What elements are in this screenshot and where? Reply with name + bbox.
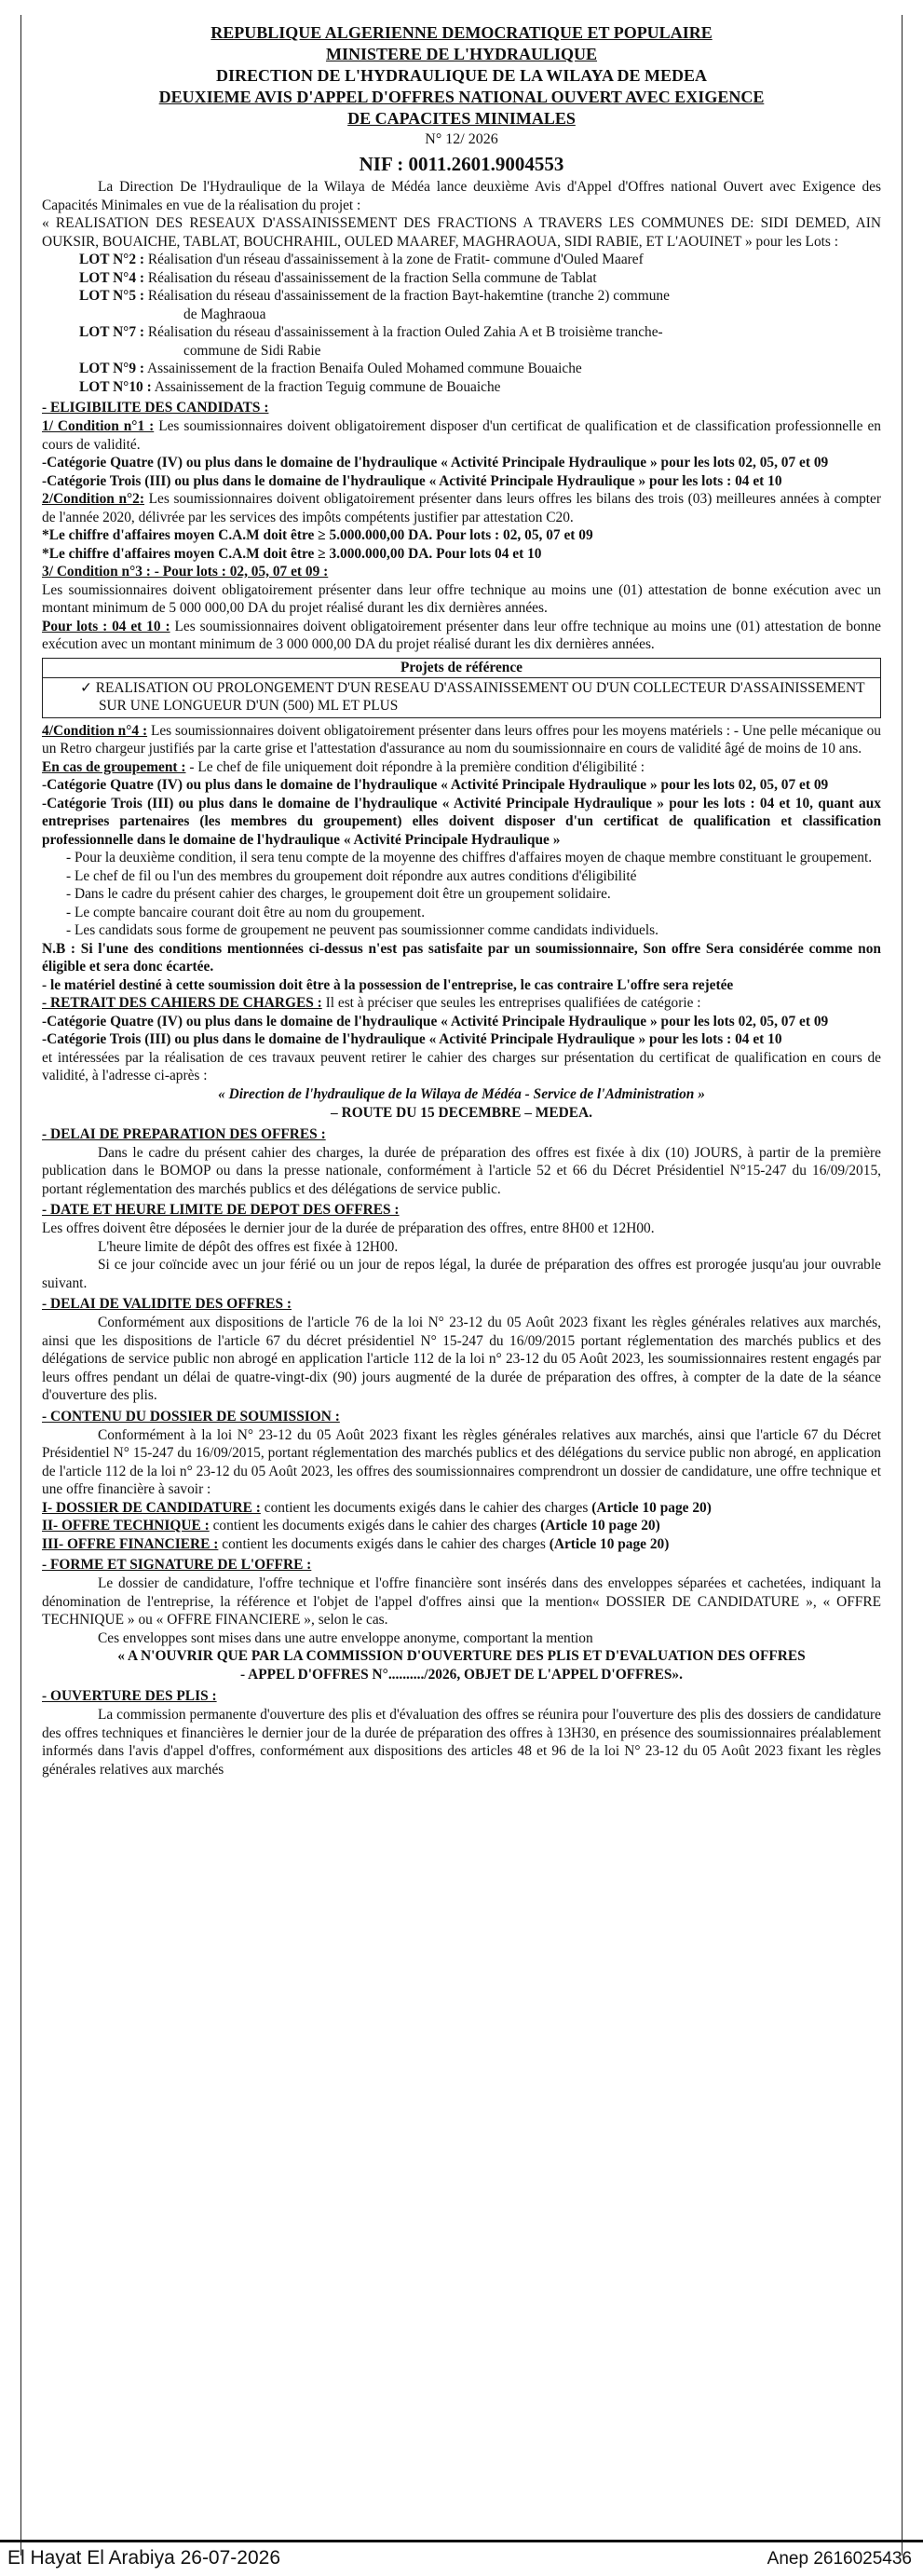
material-note: - le matériel destiné à cette soumission doit être à la possession de l'entreprise, le cas contraire L'offre sera rejetée [42, 976, 734, 993]
contenu-item-label: I- DOSSIER DE CANDIDATURE : [42, 1499, 261, 1516]
contenu-item-text: contient les documents exigés dans le cahier des charges [222, 1535, 546, 1552]
condition-3-text-2: Les soumissionnaires doivent obligatoirement présenter dans leur offre technique au moins une (01) attestation de bonne exécution avec un montant minimum de 3 000 000,00 DA du projet réalisé durant les dix dernières années. [42, 618, 881, 652]
contenu-item-text: contient les documents exigés dans le cahier des charges [264, 1499, 589, 1516]
delai-prep-title: - DELAI DE PREPARATION DES OFFRES : [42, 1125, 326, 1142]
lot-label: LOT N°7 : [79, 324, 145, 340]
eligibility-title: - ELIGIBILITE DES CANDIDATS : [42, 400, 269, 416]
contenu-item-ref: (Article 10 page 20) [549, 1535, 670, 1552]
forme-text: Le dossier de candidature, l'offre technique et l'offre financière sont insérés dans des enveloppes séparées et cachetées, indiquant la dénomination de l'entreprise, la référence et l'objet de l'appel d'offres ainsi que la mention« DOSSIER DE CANDIDATURE », « OFFRE TECHNIQUE » ou « OFFRE FINANCIERE », selon le cas. [42, 1575, 881, 1628]
depot-title: - DATE ET HEURE LIMITE DE DEPOT DES OFFRES : [42, 1202, 400, 1218]
lot-label: LOT N°2 : [79, 252, 145, 267]
mention-line-1: « A N'OUVRIR QUE PAR LA COMMISSION D'OUVERTURE DES PLIS ET D'EVALUATION DES OFFRES [117, 1648, 806, 1664]
ouverture-title: - OUVERTURE DES PLIS : [42, 1688, 217, 1704]
header-avis: DEUXIEME AVIS D'APPEL D'OFFRES NATIONAL OUVERT AVEC EXIGENCE [158, 88, 765, 106]
group-bullets [42, 849, 881, 940]
lots-list [42, 251, 881, 396]
lot-text: Réalisation du réseau d'assainissement de la fraction Sella commune de Tablat [147, 269, 597, 286]
forme-title: - FORME ET SIGNATURE DE L'OFFRE : [42, 1557, 312, 1573]
header [42, 22, 881, 129]
contenu-item-ref: (Article 10 page 20) [540, 1518, 660, 1533]
nif-number: NIF : 0011.2601.9004553 [359, 153, 564, 175]
depot-text-3: Si ce jour coïncide avec un jour férié ou un jour de repos légal, la durée de préparation des offres est prorogée jusqu'au jour ouvrable suivant. [42, 1257, 881, 1291]
lot-text: Réalisation d'un réseau d'assainissement à la zone de Fratit- commune d'Ouled Maaref [147, 252, 644, 267]
reference-projects-box [42, 658, 881, 718]
list-item: - Pour la deuxième condition, il sera tenu compte de la moyenne des chiffres d'affaires moyen de chaque membre constituant le groupement. [66, 850, 873, 865]
condition-2 [42, 490, 881, 526]
notice-number: N° 12/ 2026 [425, 131, 498, 147]
list-item: - Les candidats sous forme de groupement ne peuvent pas soumissionner comme candidats individuels. [66, 922, 658, 938]
newspaper-source: El Hayat El Arabiya 26-07-2026 [7, 2547, 281, 2569]
contenu-title: - CONTENU DU DOSSIER DE SOUMISSION : [42, 1408, 340, 1424]
intro-paragraph: La Direction De l'Hydraulique de la Wilaya de Médéa lance deuxième Avis d'Appel d'Offres national Ouvert avec Exigence des Capacités Minimales en vue de la réalisation du projet : [42, 179, 881, 213]
contenu-item-label: III- OFFRE FINANCIERE : [42, 1535, 219, 1552]
forme-text-2: Ces enveloppes sont mises dans une autre enveloppe anonyme, comportant la mention [98, 1629, 593, 1646]
list-item: - Le compte bancaire courant doit être au nom du groupement. [66, 904, 426, 920]
address-line-1: « Direction de l'hydraulique de la Wilaya de Médéa - Service de l'Administration » [218, 1085, 705, 1102]
lot-label: LOT N°5 : [79, 288, 145, 304]
group-cat3: -Catégorie Trois (III) ou plus dans le domaine de l'hydraulique « Activité Principale Hydraulique » pour les lots : 04 et 10, quant aux entreprises partenaires (les membres du groupement) elles doivent disposer d'un certificat de qualification et classification professionnelle dans le domaine de l'hydraulique « Activité Principale Hydraulique » [42, 795, 881, 848]
nb-note: N.B : Si l'une des conditions mentionnées ci-dessus n'est pas satisfaite par un soumissionnaire, Son offre Sera considérée comme non éligible et sera donc écartée. [42, 940, 881, 975]
header-republic: REPUBLIQUE ALGERIENNE DEMOCRATIQUE ET POPULAIRE [210, 23, 713, 42]
lot-label: LOT N°4 : [79, 269, 145, 286]
condition-2-text: Les soumissionnaires doivent obligatoirement présenter dans leurs offres les bilans des trois (03) meilleures années à compter de l'année 2020, délivrée par les services des impôts compétents justifier par attestation C20. [42, 491, 881, 525]
delai-prep-text: Dans le cadre du présent cahier des charges, la durée de préparation des offres est fixée à dix (10) JOURS, à partir de la première publication dans le BOMOP ou dans la presse nationale, conformément à l'article 52 et 66 du Décret Présidentiel N°15-247 du 16/09/2015, portant réglementation des marchés publics et des délégations de service public. [42, 1144, 881, 1197]
lot-text: Réalisation du réseau d'assainissement à la fraction Ouled Zahia A et B troisième tranche- [147, 324, 663, 340]
depot-text-1: Les offres doivent être déposées le dernier jour de la durée de préparation des offres, entre 8H00 et 12H00. [42, 1220, 655, 1236]
group-condition [42, 758, 881, 777]
condition-1-text: Les soumissionnaires doivent obligatoirement disposer d'un certificat de qualification et de classification professionnelle en cours de validité. [42, 418, 881, 453]
retrait-cat4: -Catégorie Quatre (IV) ou plus dans le domaine de l'hydraulique « Activité Principale Hydraulique » pour les lots 02, 05, 07 et 09 [42, 1013, 829, 1029]
condition-3-text-1: Les soumissionnaires doivent obligatoirement présenter dans leur offre technique au moins une (01) attestation de bonne exécution avec un montant minimum de 5 000 000,00 DA du projet réalisé durant les dix dernières années. [42, 581, 881, 616]
lot-item [42, 378, 881, 397]
contenu-text: Conformément à la loi N° 23-12 du 05 Août 2023 fixant les règles générales relatives aux marchés, ainsi que l'article 67 du Décret Présidentiel N° 15-247 du 16/09/2015, portant réglementation des marchés publics et des délégations du service public non abrogé, en application de l'article 112 de la loi n° 23-12 du 05 Août 2023, les offres des soumissionnaires comprendront un dossier de candidature, une offre technique et une offre financière à savoir : [42, 1426, 881, 1497]
contenu-item-label: II- OFFRE TECHNIQUE : [42, 1518, 210, 1533]
contenu-item [42, 1535, 881, 1554]
lot-text: Assainissement de la fraction Teguig commune de Bouaiche [154, 378, 501, 395]
condition-1-cat3: -Catégorie Trois (III) ou plus dans le domaine de l'hydraulique « Activité Principale Hydraulique » pour les lots : 04 et 10 [42, 472, 782, 489]
condition-1 [42, 417, 881, 454]
header-direction: DIRECTION DE L'HYDRAULIQUE DE LA WILAYA DE MEDEA [216, 66, 707, 85]
anep-reference: Anep 2616025436 [767, 2549, 912, 2569]
retrait-text-2: et intéressées par la réalisation de ces travaux peuvent retirer le cahier des charges sur présentation du certificat de qualification en cours de validité, à l'adresse ci-après : [42, 1049, 881, 1084]
header-ministry: MINISTERE DE L'HYDRAULIQUE [325, 45, 598, 63]
retrait-section [42, 994, 881, 1013]
condition-3-label: 3/ Condition n°3 : - Pour lots : 02, 05, 07 et 09 : [42, 564, 329, 579]
lot-continuation: commune de Sidi Rabie [183, 342, 321, 359]
lot-item [42, 360, 881, 378]
retrait-title: - RETRAIT DES CAHIERS DE CHARGES : [42, 995, 322, 1011]
group-cat4: -Catégorie Quatre (IV) ou plus dans le domaine de l'hydraulique « Activité Principale Hydraulique » pour les lots 02, 05, 07 et 09 [42, 777, 829, 793]
list-item: - Dans le cadre du présent cahier des charges, le groupement doit être un groupement solidaire. [66, 886, 611, 902]
reference-projects-text: ✓ REALISATION OU PROLONGEMENT D'UN RESEAU D'ASSAINISSEMENT OU D'UN COLLECTEUR D'ASSAINISSEMENT SUR UNE LONGUEUR D'UN (500) ML ET PLUS [80, 679, 865, 714]
condition-4-text: Les soumissionnaires doivent obligatoirement présenter dans leurs offres pour les moyens matériels : - Une pelle mécanique ou un Retro chargeur justifiés par la carte grise et l'attestation d'assurance au nom du soumissionnaire en cours de validité âgé de moins de 10 ans. [42, 722, 881, 756]
address-line-2: – ROUTE DU 15 DECEMBRE – MEDEA. [331, 1104, 592, 1121]
condition-2-label: 2/Condition n°2: [42, 491, 144, 507]
contenu-item-text: contient les documents exigés dans le cahier des charges [212, 1518, 537, 1533]
list-item: - Le chef de fil ou l'un des membres du groupement doit répondre aux autres conditions d'éligibilité [66, 867, 637, 884]
contenu-item [42, 1499, 881, 1518]
notice-page [20, 15, 903, 2556]
page-footer [0, 2540, 923, 2576]
lot-continuation: de Maghraoua [183, 306, 266, 322]
group-label: En cas de groupement : [42, 758, 186, 775]
condition-4 [42, 722, 881, 758]
header-avis-2: DE CAPACITES MINIMALES [347, 109, 576, 128]
contenu-item-ref: (Article 10 page 20) [591, 1499, 712, 1516]
retrait-cat3: -Catégorie Trois (III) ou plus dans le domaine de l'hydraulique « Activité Principale Hydraulique » pour les lots : 04 et 10 [42, 1031, 782, 1047]
lot-label: LOT N°9 : [79, 361, 145, 376]
lot-text: Réalisation du réseau d'assainissement de la fraction Bayt-hakemtine (tranche 2) commune [147, 288, 670, 304]
lot-item [42, 269, 881, 288]
mention-line-2: - APPEL D'OFFRES N°........../2026, OBJET DE L'APPEL D'OFFRES». [240, 1667, 683, 1683]
lot-item [42, 323, 881, 360]
condition-2-ca1: *Le chiffre d'affaires moyen C.A.M doit être ≥ 5.000.000,00 DA. Pour lots : 02, 05, 07 et 09 [42, 527, 593, 543]
lot-text: Assainissement de la fraction Benaifa Ouled Mohamed commune Bouaiche [147, 361, 582, 376]
ouverture-text: La commission permanente d'ouverture des plis et d'évaluation des offres se réunira pour l'ouverture des plis des dossiers de candidature des offres techniques et financières le dernier jour de la durée de préparation des offres à 13H30, en présence des soumissionnaires préalablement informés dans l'avis d'appel d'offres, conformément aux dispositions des articles 48 et 96 de la loi N° 23-12 du 05 Août 2023 fixant les règles générales relatives aux marchés [42, 1707, 881, 1778]
condition-3-lots-2 [42, 618, 881, 654]
condition-4-label: 4/Condition n°4 : [42, 722, 148, 739]
lot-label: LOT N°10 : [79, 378, 152, 395]
retrait-text: Il est à préciser que seules les entreprises qualifiées de catégorie : [325, 995, 701, 1011]
group-text: - Le chef de file uniquement doit répondre à la première condition d'éligibilité : [189, 758, 645, 775]
condition-2-ca2: *Le chiffre d'affaires moyen C.A.M doit être ≥ 3.000.000,00 DA. Pour lots 04 et 10 [42, 545, 542, 562]
lot-item [42, 287, 881, 323]
validite-title: - DELAI DE VALIDITE DES OFFRES : [42, 1296, 292, 1312]
footer-rule [0, 2540, 923, 2542]
lot-item [42, 251, 881, 269]
condition-1-label: 1/ Condition n°1 : [42, 418, 155, 434]
condition-1-cat4: -Catégorie Quatre (IV) ou plus dans le domaine de l'hydraulique « Activité Principale Hydraulique » pour les lots 02, 05, 07 et 09 [42, 455, 829, 470]
condition-3-lots-2-label: Pour lots : 04 et 10 : [42, 618, 170, 634]
project-title: « REALISATION DES RESEAUX D'ASSAINISSEMENT DES FRACTIONS A TRAVERS LES COMMUNES DE: SIDI DEMED, AIN OUKSIR, BOUAICHE, TABLAT, BOUCHRAHIL, OULED MAAREF, MAGHRAOUA, SIDI RABIE, ET L'AOUINET » pour les Lots : [42, 215, 881, 250]
depot-text-2: L'heure limite de dépôt des offres est fixée à 12H00. [98, 1238, 399, 1255]
contenu-item [42, 1517, 881, 1535]
validite-text: Conformément aux dispositions de l'article 76 de la loi N° 23-12 du 05 Août 2023 fixant les règles générales relatives aux marchés, ainsi que les dispositions de l'article 67 du décret présidentiel N° 15-247 du 16/09/2015 portant réglementation des marchés publics et des délégations de service public non abrogé en application l'article 112 de la loi n° 23-12 du 05 Août 2023, les soumissionnaires restent engagés par leurs offres pendant un délai de quatre-vingt-dix (90) jours augmenté de la durée de préparation des offres, à compter de la date de la séance d'ouverture des plis. [42, 1315, 881, 1403]
reference-projects-title: Projets de référence [43, 659, 880, 678]
